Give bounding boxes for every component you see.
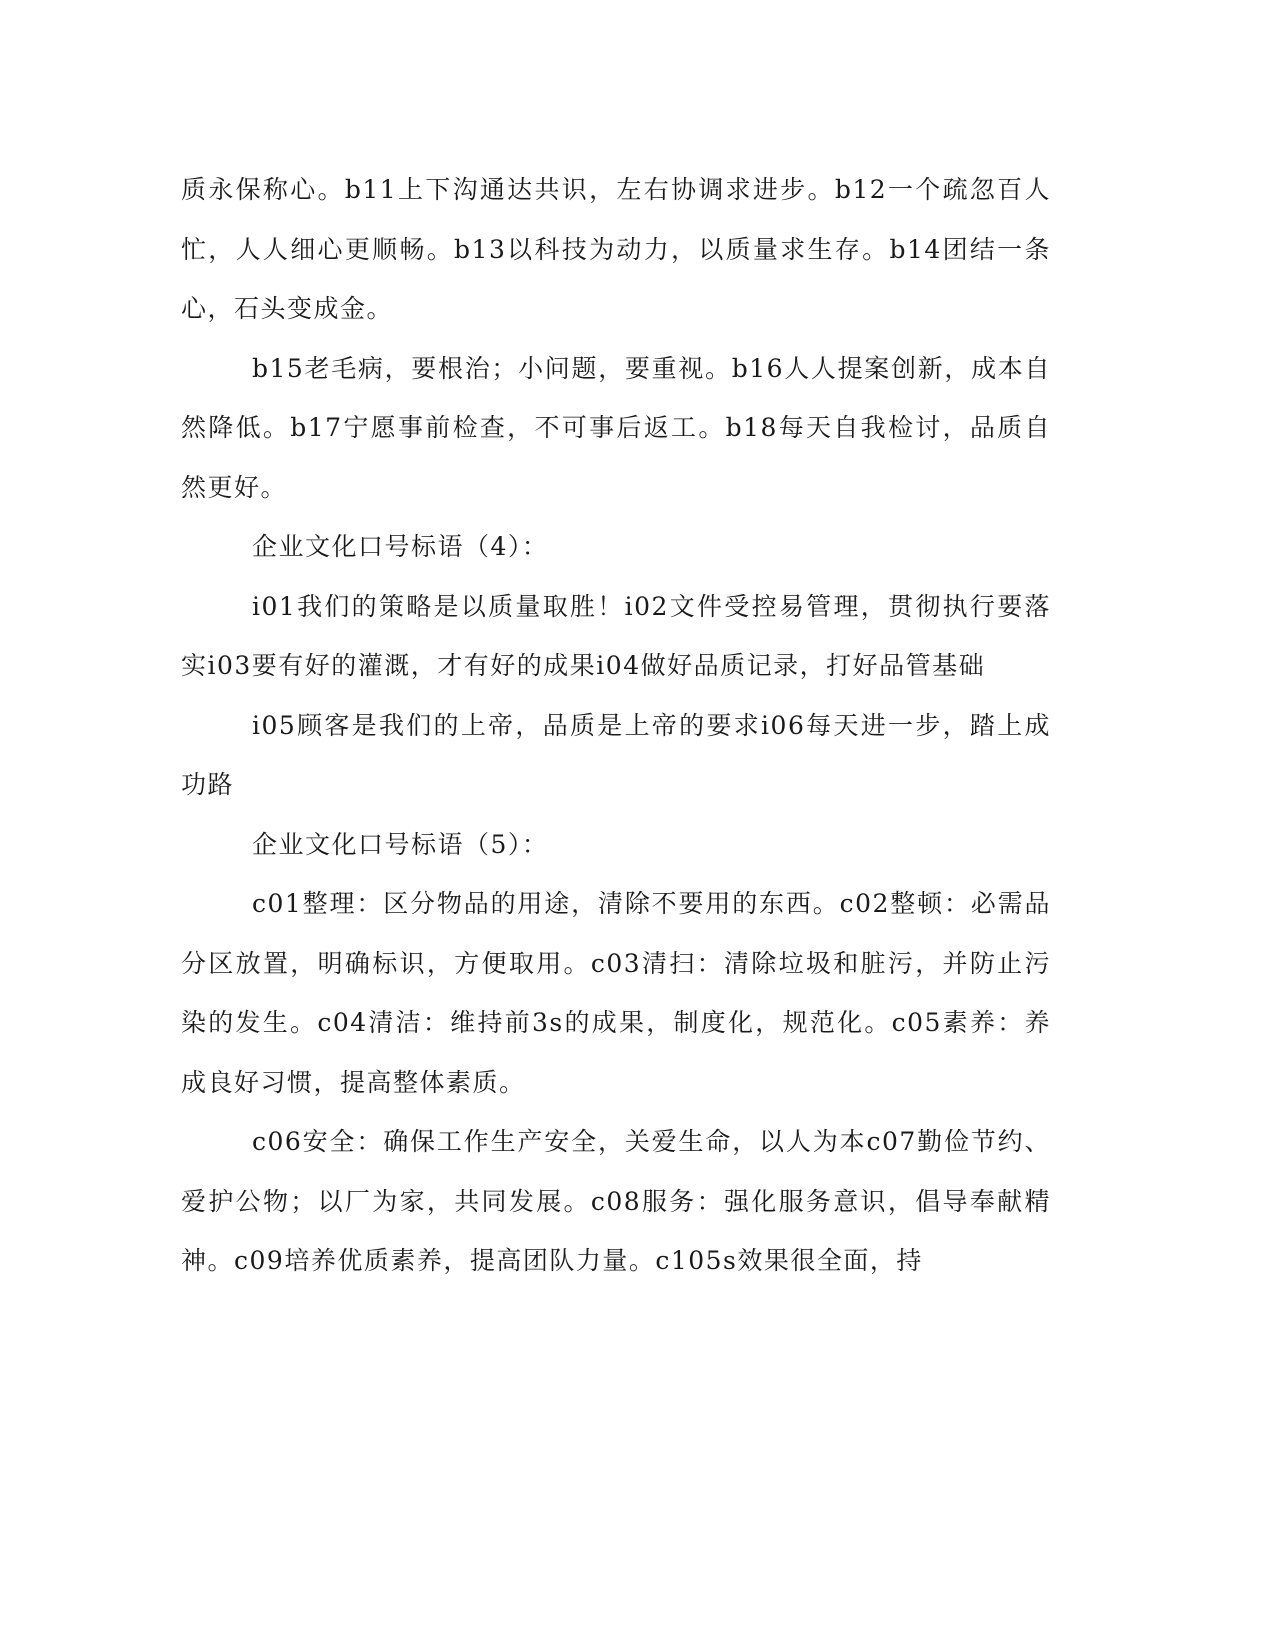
section-heading-5: 企业文化口号标语（5）： — [252, 829, 549, 859]
paragraph-i05-i06: i05顾客是我们的上帝，品质是上帝的要求i06每天进一步，踏上成功路 — [181, 710, 1051, 799]
document-body — [181, 160, 1051, 1291]
paragraph-b15-b18: b15老毛病，要根治；小问题，要重视。b16人人提案创新，成本自然降低。b17宁愿事前检查，不可事后返工。b18每天自我检讨，品质自然更好。 — [181, 353, 1051, 502]
paragraph-i01-i04: i01我们的策略是以质量取胜！i02文件受控易管理，贯彻执行要落实i03要有好的灌溉，才有好的成果i04做好品质记录，打好品管基础 — [181, 591, 1051, 680]
paragraph-continued: 质永保称心。b11上下沟通达共识，左右协调求进步。b12一个疏忽百人忙，人人细心更顺畅。b13以科技为动力，以质量求生存。b14团结一条心，石头变成金。 — [181, 175, 1051, 323]
paragraph-c06-c10: c06安全：确保工作生产安全，关爱生命，以人为本c07勤俭节约、爱护公物；以厂为家，共同发展。c08服务：强化服务意识，倡导奉献精神。c09培养优质素养，提高团队力量。c105s效果很全面，持 — [181, 1127, 1051, 1275]
paragraph-c01-c05: c01整理：区分物品的用途，清除不要用的东西。c02整顿：必需品分区放置，明确标识，方便取用。c03清扫：清除垃圾和脏污，并防止污染的发生。c04清洁：维持前3s的成果，制度化，规范化。c05素养：养成良好习惯，提高整体素质。 — [181, 889, 1051, 1097]
section-heading-4: 企业文化口号标语（4）： — [252, 532, 549, 561]
